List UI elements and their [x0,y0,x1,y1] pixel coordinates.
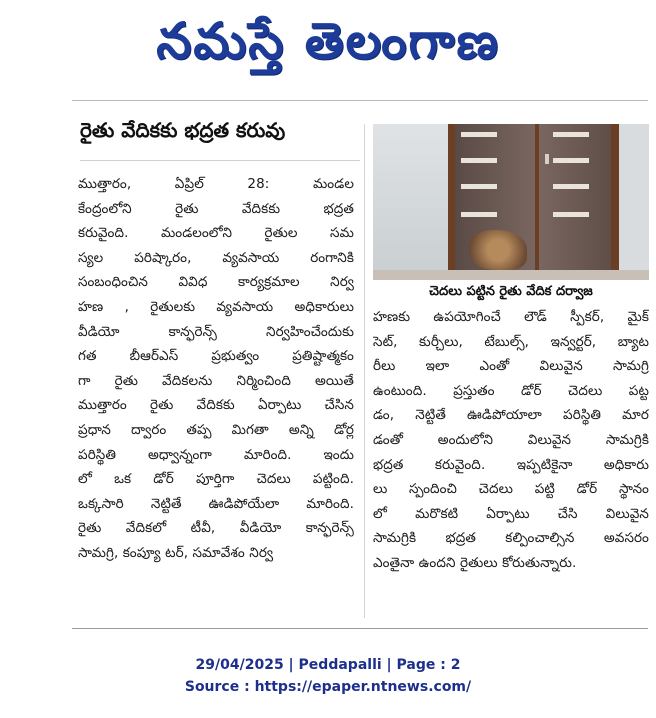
article-text-line: ఒక్కసారి నెట్టితే ఊడిపోయేలా మారింది. [78,495,354,512]
bottom-divider [72,628,648,629]
article-text-line: సామగ్రికి భద్రత కల్పించాల్సిన అవసరం [373,530,649,547]
article-text-line: గా రైతు వేదికలను నిర్మించింది అయితే [78,372,354,389]
article-text-line: భద్రత కరువైంది. ఇప్పటికైనా అధికారు [373,456,649,473]
article-text-line: లో మరొకటి ఏర్పాటు చేసి విలువైన [373,505,649,522]
article-text-line: ఉంటుంది. ప్రస్తుతం డోర్ చెదలు పట్ట [373,382,649,399]
article-text-line: డం, నెట్టితే ఊడిపోయాలా పరిస్థితి మార [373,407,649,424]
article-text-line: స్యల పరిష్కారం, వ్యవసాయ రంగానికి [78,249,354,266]
article-text-line: సెట్, కుర్చీలు, టేబుల్స్, ఇన్వర్టర్, బ్యాట [373,333,649,350]
article-column-right [373,305,649,617]
article-photo [373,124,649,280]
article-text-line: ఎంతైనా ఉందని రైతులు కోరుతున్నారు. [373,554,577,571]
article-text-line: సంబంధించిన వివిధ కార్యక్రమాల నిర్వ [78,274,354,291]
article-text-line: ప్రధాన ద్వారం తప్ప మిగతా అన్ని డోర్ల [78,421,354,438]
article-text-line: డంతో అందులోని విలువైన సామగ్రికి [373,431,649,448]
photo-caption: చెదలు పట్టిన రైతు వేదిక దర్వాజ [429,284,593,299]
article-text-line: సామగ్రి, కంప్యూ టర్, సమావేశం నిర్వ [78,544,274,561]
article-text-line: రీలు ఇలా ఎంతో విలువైన సామగ్రి [373,358,649,375]
footer [0,654,656,698]
article-text-line: ముత్తారం, ఏప్రిల్ 28: మండల [78,176,354,192]
article-text-line: లో ఒక డోర్ పూర్తిగా చెదలు పట్టింది. [78,471,354,488]
top-divider [72,100,648,101]
article-headline: రైతు వేదికకు భద్రత కరువు [80,118,286,142]
masthead-logo: నమస్తే తెలంగాణ [156,12,500,70]
headline-divider [80,160,360,161]
article-text-line: లు స్పందించి చెదలు పట్టి డోర్ స్థానం [373,481,649,498]
article-text-line: హణకు ఉపయోగించే లౌడ్ స్పీకర్, మైక్ [373,309,649,325]
footer-date-page: 29/04/2025 | Peddapalli | Page : 2 [195,657,461,673]
article-text-line: పరిస్థితి అధ్వాన్నంగా మారింది. ఇందు [78,446,354,463]
article-text-line: ముత్తారం రైతు వేదికకు ఏర్పాటు చేసిన [78,397,354,414]
article-column-left [78,172,354,617]
article-text-line: రైతు వేదికలో టీవీ, వీడియో కాన్ఫరెన్స్ [78,520,354,537]
article-text-line: వీడియో కాన్ఫరెన్స్ నిర్వహించేందుకు [78,323,354,340]
column-divider [364,124,365,618]
footer-source: Source : https://epaper.ntnews.com/ [184,679,472,695]
article-text-line: హణ , రైతులకు వ్యవసాయ అధికారులు [78,298,354,315]
article-text-line: కేంద్రంలోని రైతు వేదికకు భద్రత [78,200,354,217]
article-text-line: గత బీఆర్ఎస్ ప్రభుత్వం ప్రతిష్టాత్మకం [78,348,354,365]
article-text-line: కరువైంది. మండలంలోని రైతుల సమ [78,225,354,242]
